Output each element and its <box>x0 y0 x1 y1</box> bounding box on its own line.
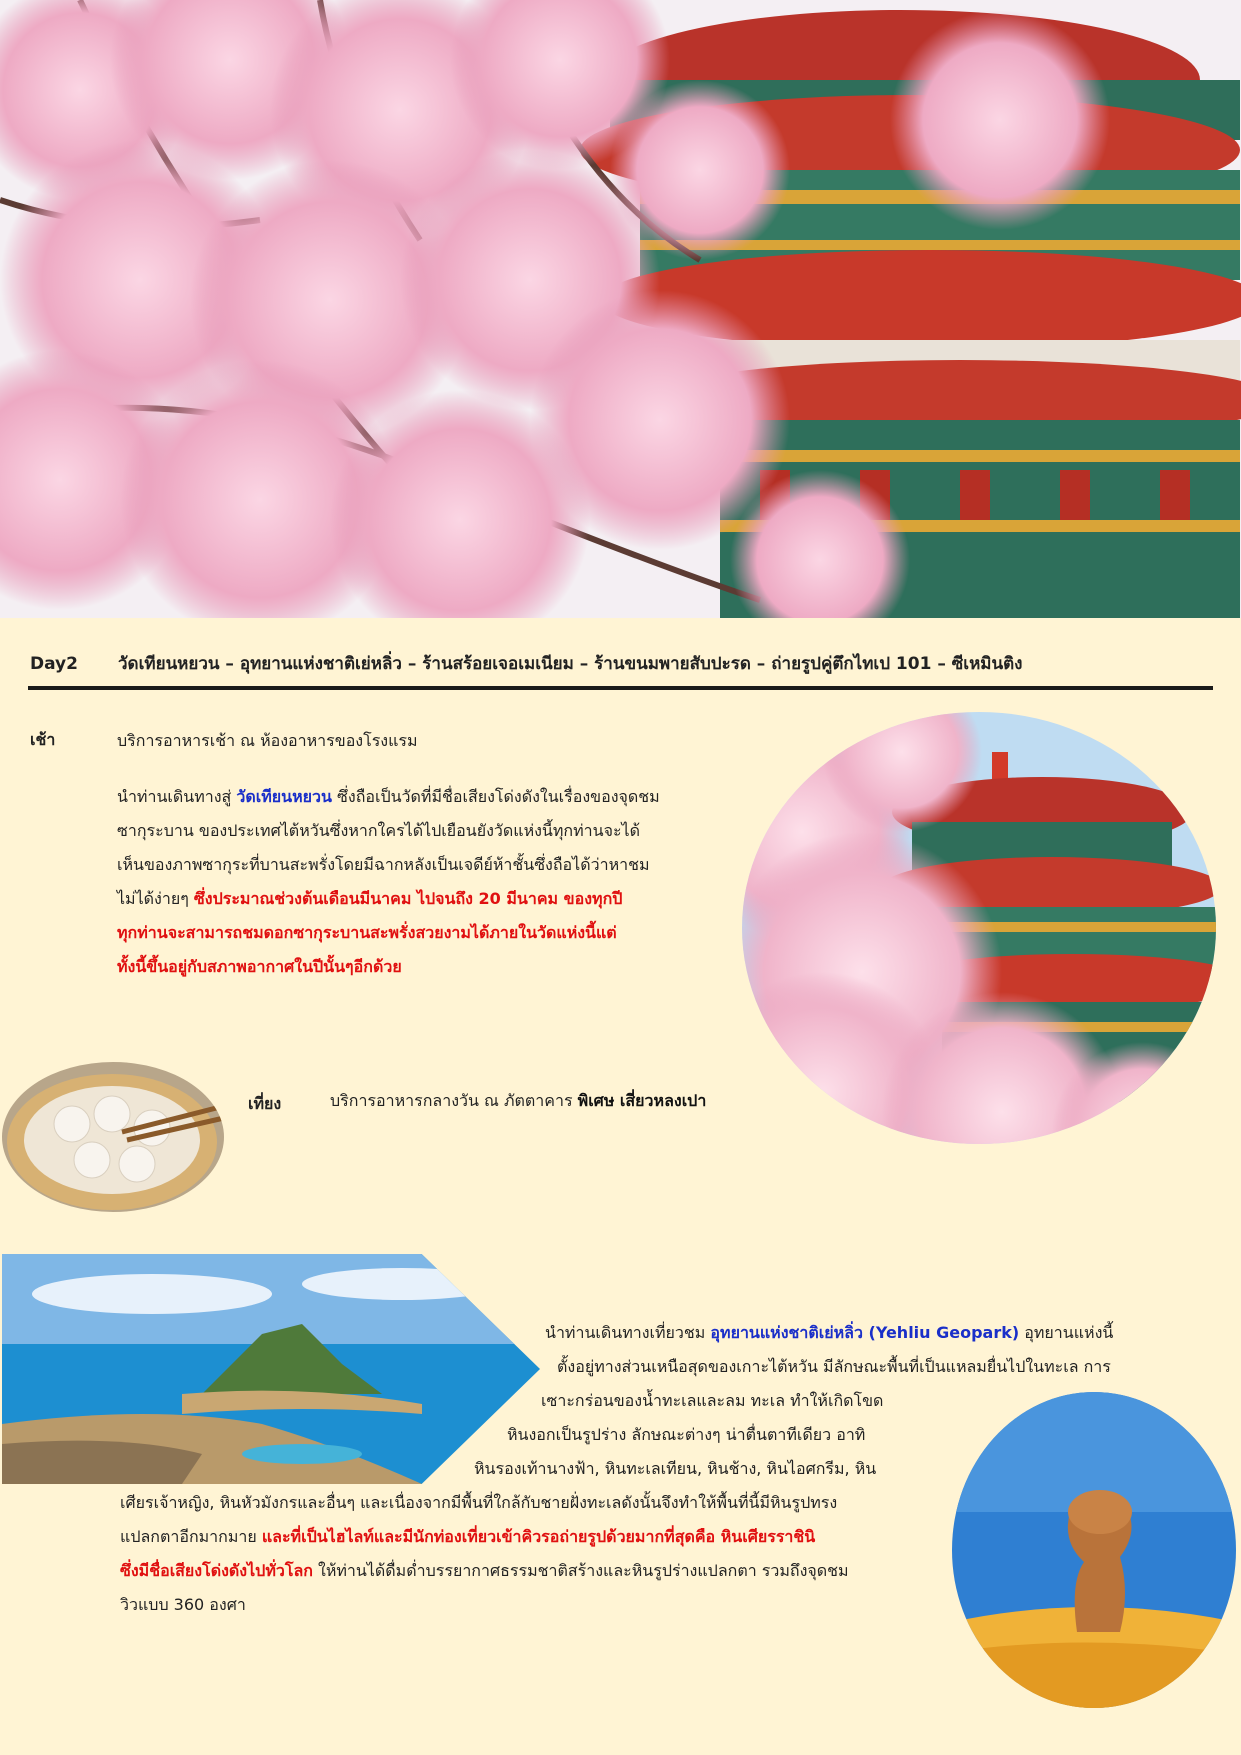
tianyuan-line-6: ทั้งนี้ขึ้นอยู่กับสภาพอากาศในปีนั้นๆอีกด้วย <box>117 957 402 976</box>
yehliu-line-8: ซึ่งมีชื่อเสียงโด่งดังไปทั่วโลก ให้ท่านได้ดื่มด่ำบรรยากาศธรรมชาติสร้างและหินรูปร่างแปลกตา รวมถึงจุดชม <box>120 1561 849 1580</box>
tianyuan-paragraph <box>117 780 757 984</box>
yehliu-line-1: นำท่านเดินทางเที่ยวชม อุทยานแห่งชาติเย่หลิ่ว (Yehliu Geopark) อุทยานแห่งนี้ <box>545 1323 1114 1342</box>
temple-circle-photo <box>742 712 1216 1144</box>
yehliu-coast-photo <box>2 1254 540 1484</box>
tianyuan-line-3: เห็นของภาพซากุระที่บานสะพรั่งโดยมีฉากหลังเป็นเจดีย์ห้าชั้นซึ่งถือได้ว่าหาชม <box>117 855 650 874</box>
yehliu-line-7: แปลกตาอีกมากมาย และที่เป็นไฮไลท์และมีนักท่องเที่ยวเข้าคิวรอถ่ายรูปด้วยมากที่สุดคือ หินเศียรราชินิ <box>120 1527 816 1546</box>
yehliu-line-6: เศียรเจ้าหญิง, หินหัวมังกรและอื่นๆ และเนื่องจากมีพื้นที่ใกล้กับชายฝั่งทะเลดังนั้นจึงทำให้พื้นที่นี้มีหินรูปทรง <box>120 1493 838 1512</box>
morning-label: เช้า <box>30 730 56 749</box>
temple-circle-illustration <box>742 712 1216 1144</box>
yehliu-coast-illustration <box>2 1254 540 1484</box>
yehliu-line-3: เซาะกร่อนของน้ำทะเลและลม ทะเล ทำให้เกิดโขด <box>541 1391 884 1410</box>
sakura-season-highlight: ซึ่งประมาณช่วงต้นเดือนมีนาคม ไปจนถึง 20 มีนาคม ของทุกปี <box>193 889 623 908</box>
yehliu-line-4: หินงอกเป็นรูปร่าง ลักษณะต่างๆ น่าตื่นตาทีเดียว อาทิ <box>507 1425 866 1444</box>
day-heading <box>30 650 1240 677</box>
queens-head-illustration <box>952 1392 1236 1708</box>
tianyuan-temple-name: วัดเทียนหยวน <box>236 787 332 806</box>
hero-photo-temple-sakura <box>0 0 1241 618</box>
yehliu-line-9: วิวแบบ 360 องศา <box>120 1595 246 1614</box>
lunch-label: เที่ยง <box>248 1094 282 1113</box>
lunch-text: บริการอาหารกลางวัน ณ ภัตตาคาร พิเศษ เสี่ยวหลงเปา <box>330 1091 707 1110</box>
lunch-highlight: พิเศษ เสี่ยวหลงเปา <box>577 1091 707 1110</box>
hero-illustration <box>0 0 1241 618</box>
yehliu-line-5: หินรองเท้านางฟ้า, หินทะเลเทียน, หินช้าง, หินไอศกรีม, หิน <box>474 1459 877 1478</box>
tianyuan-line-5: ทุกท่านจะสามารถชมดอกซากุระบานสะพรั่งสวยงามได้ภายในวัดแห่งนี้แต่ <box>117 923 617 942</box>
tianyuan-line-4: ไม่ได้ง่ายๆ ซึ่งประมาณช่วงต้นเดือนมีนาคม ไปจนถึง 20 มีนาคม ของทุกปี <box>117 889 623 908</box>
queens-head-highlight: และที่เป็นไฮไลท์และมีนักท่องเที่ยวเข้าคิวรอถ่ายรูปด้วยมากที่สุดคือ หินเศียรราชินิ <box>261 1527 816 1546</box>
tianyuan-line-2: ซากุระบาน ของประเทศไต้หวันซึ่งหากใครได้ไปเยือนยังวัดแห่งนี้ทุกท่านจะได้ <box>117 821 640 840</box>
heading-divider <box>28 686 1213 690</box>
queens-head-rock-photo <box>952 1392 1236 1708</box>
day-route: วัดเทียนหยวน – อุทยานแห่งชาติเย่หลิ่ว – ร้านสร้อยเจอเมเนียม – ร้านขนมพายสับปะรด – ถ่ายรูปคู่ตึกไทเป 101 – ซีเหมินติง <box>118 654 1023 674</box>
yehliu-park-name: อุทยานแห่งชาติเย่หลิ่ว (Yehliu Geopark) <box>710 1323 1020 1342</box>
dumplings-photo <box>2 1062 224 1212</box>
dumplings-illustration <box>2 1062 224 1212</box>
day-number: Day2 <box>30 654 78 674</box>
tianyuan-line-1: นำท่านเดินทางสู่ วัดเทียนหยวน ซึ่งถือเป็นวัดที่มีชื่อเสียงโด่งดังในเรื่องของจุดชม <box>117 787 660 806</box>
yehliu-line-2: ตั้งอยู่ทางส่วนเหนือสุดของเกาะไต้หวัน มีลักษณะพื้นที่เป็นแหลมยื่นไปในทะเล การ <box>557 1357 1111 1376</box>
breakfast-text: บริการอาหารเช้า ณ ห้องอาหารของโรงแรม <box>117 731 418 750</box>
